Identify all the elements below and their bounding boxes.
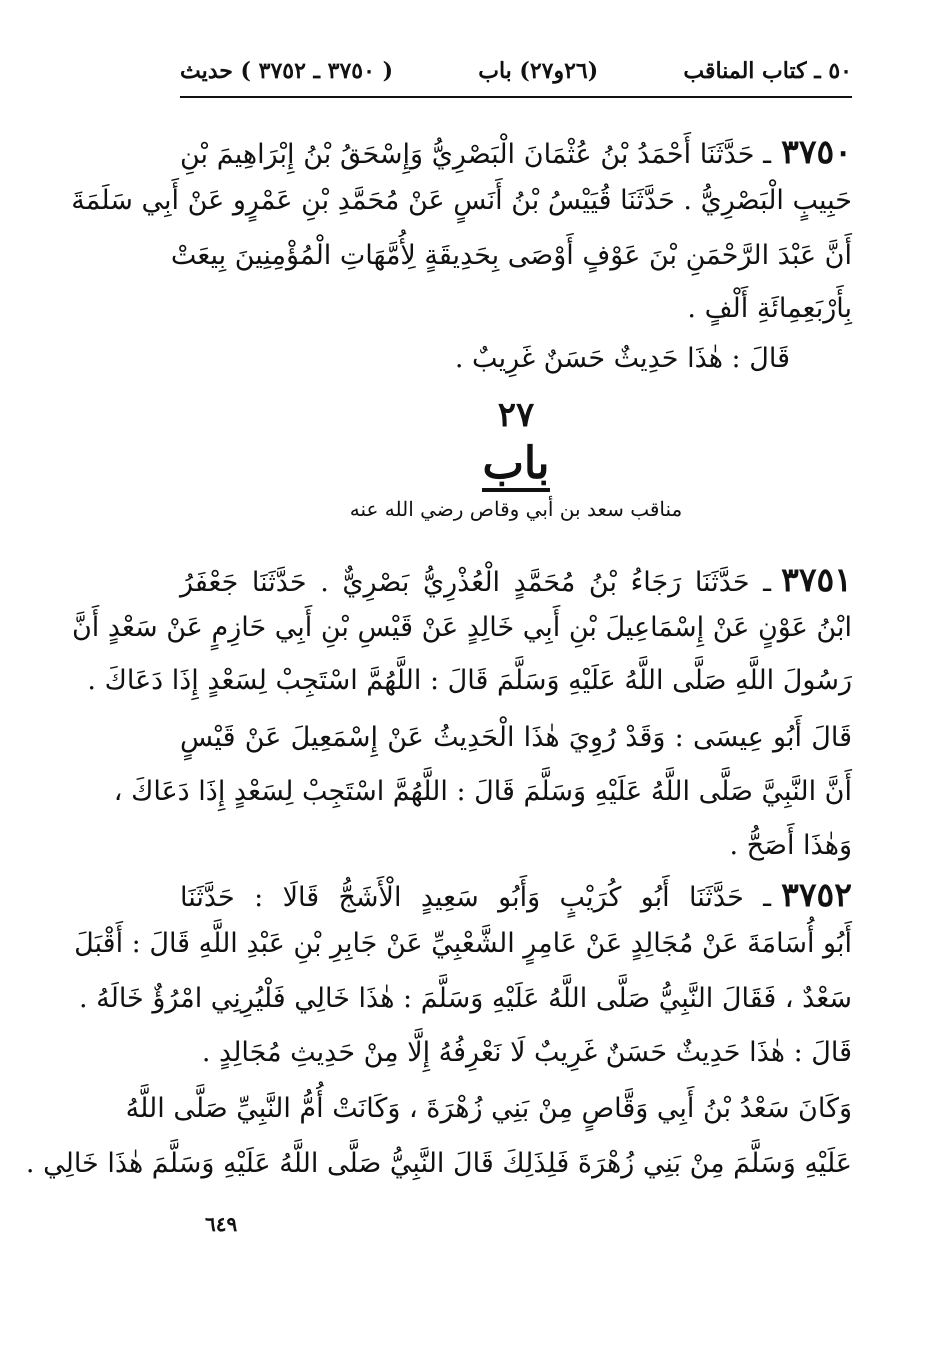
section-number: ٢٧ (497, 395, 535, 435)
section-title: باب (180, 438, 852, 492)
hadith-3751-line-3: رَسُولَ اللَّهِ صَلَّى اللَّهُ عَلَيْهِ وَسَلَّمَ قَالَ : اللَّهُمَّ اسْتَجِبْ لِسَعْدٍ إِذَا دَعَاكَ . (87, 665, 852, 696)
hadith-3750-comment: قَالَ : هٰذَا حَدِيثٌ حَسَنٌ غَرِيبٌ . (454, 343, 790, 374)
hadith-3751-comment-2: أَنَّ النَّبِيَّ صَلَّى اللَّهُ عَلَيْهِ وَسَلَّمَ قَالَ : اللَّهُمَّ اسْتَجِبْ لِسَعْدٍ إِذَا دَعَاكَ ، (113, 776, 852, 807)
hadith-3752-line-1: ٣٧٥٢ـ حَدَّثَنَا أَبُو كُرَيْبٍ وَأَبُو سَعِيدٍ الْأَشَجُّ قَالَا : حَدَّثَنَا (180, 875, 852, 914)
hadith-3752-line-2: أَبُو أُسَامَةَ عَنْ مُجَالِدٍ عَنْ عَامِرٍ الشَّعْبِيِّ عَنْ جَابِرِ بْنِ عَبْدِ اللَّهِ قَالَ : أَقْبَلَ (74, 928, 852, 959)
hadith-3750-line-3: أَنَّ عَبْدَ الرَّحْمَنِ بْنَ عَوْفٍ أَوْصَى بِحَدِيقَةٍ لِأُمَّهَاتِ الْمُؤْمِنِينَ بِيعَتْ (170, 240, 852, 271)
hadith-3752-line-3: سَعْدٌ ، فَقَالَ النَّبِيُّ صَلَّى اللَّهُ عَلَيْهِ وَسَلَّمَ : هٰذَا خَالِي فَلْيُرِنِي امْرُؤٌ خَالَهُ . (78, 983, 852, 1014)
hadith-number: ٣٧٥٠ (781, 132, 852, 171)
header-chapter: (٢٦و٢٧) باب (478, 58, 599, 84)
header-divider (180, 96, 852, 98)
header-hadith-range: ( ٣٧٥٠ ـ ٣٧٥٢ ) حديث (180, 58, 393, 84)
section-subtitle: مناقب سعد بن أبي وقاص رضي الله عنه (349, 497, 683, 521)
hadith-3751-line-2: ابْنُ عَوْنٍ عَنْ إِسْمَاعِيلَ بْنِ أَبِي خَالِدٍ عَنْ قَيْسِ بْنِ أَبِي حَازِمٍ عَنْ سَعْدٍ أَنَّ (71, 612, 852, 643)
hadith-3751-comment-1: قَالَ أَبُو عِيسَى : وَقَدْ رُوِيَ هٰذَا الْحَدِيثُ عَنْ إِسْمَعِيلَ عَنْ قَيْسٍ (180, 722, 852, 753)
hadith-3750-line-4: بِأَرْبَعِمِائَةِ أَلْفٍ . (687, 293, 852, 324)
hadith-number: ٣٧٥١ (781, 560, 852, 599)
hadith-3751-comment-3: وَهٰذَا أَصَحُّ . (729, 830, 852, 861)
hadith-3752-comment-1: قَالَ : هٰذَا حَدِيثٌ حَسَنٌ غَرِيبٌ لَا نَعْرِفُهُ إِلَّا مِنْ حَدِيثِ مُجَالِدٍ . (201, 1037, 852, 1068)
hadith-3750-line-2: حَبِيبٍ الْبَصْرِيُّ . حَدَّثَنَا قُيَيْسُ بْنُ أَنَسٍ عَنْ مُحَمَّدِ بْنِ عَمْرٍو عَنْ أَبِي سَلَمَةَ (71, 185, 852, 216)
hadith-number: ٣٧٥٢ (781, 875, 852, 914)
hadith-3752-comment-3: عَلَيْهِ وَسَلَّمَ مِنْ بَنِي زُهْرَةَ فَلِذَلِكَ قَالَ النَّبِيُّ صَلَّى اللَّهُ عَلَيْهِ وَسَلَّمَ هٰذَا خَالِي . (25, 1148, 852, 1179)
hadith-3750-line-1: ٣٧٥٠ـ حَدَّثَنَا أَحْمَدُ بْنُ عُثْمَانَ الْبَصْرِيُّ وَإِسْحَقُ بْنُ إِبْرَاهِيمَ بْنِ (180, 132, 852, 171)
header-book-title: ٥٠ ـ كتاب المناقب (683, 58, 852, 84)
running-header (180, 50, 852, 92)
hadith-3752-comment-2: وَكَانَ سَعْدُ بْنُ أَبِي وَقَّاصٍ مِنْ بَنِي زُهْرَةَ ، وَكَانَتْ أُمُّ النَّبِيِّ صَلَّى اللَّهُ (125, 1093, 852, 1124)
page-number: ٦٤٩ (205, 1212, 238, 1236)
hadith-3751-line-1: ٣٧٥١ـ حَدَّثَنَا رَجَاءُ بْنُ مُحَمَّدٍ الْعُذْرِيُّ بَصْرِيٌّ . حَدَّثَنَا جَعْفَرُ (180, 560, 852, 599)
